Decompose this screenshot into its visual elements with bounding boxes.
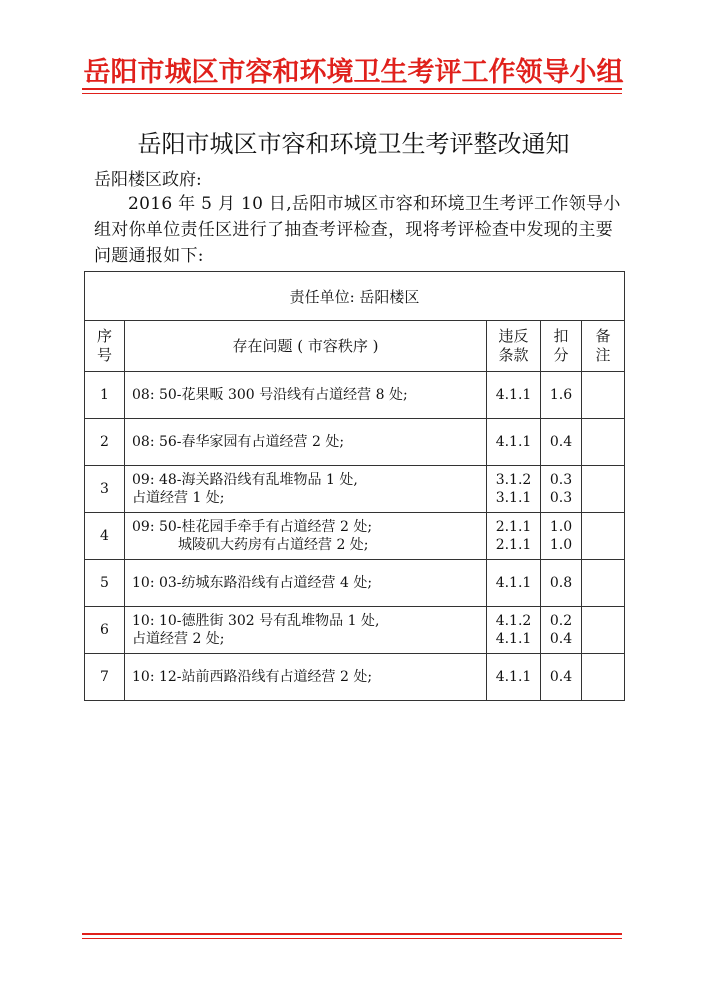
deduct-value: 0.4 [549,669,573,685]
row-issue [125,560,487,607]
col-header-deduct [541,321,582,372]
row-deduct [541,419,582,466]
issue-line: 08: 50-花果畈 300 号沿线有占道经营 8 处; [132,387,408,403]
issue-line: 10: 10-德胜街 302 号有乱堆物品 1 处, [132,613,380,629]
col-header-no-l1: 序 [96,327,112,345]
clause-value: 4.1.1 [495,631,532,647]
table-row [85,654,625,701]
row-remark [582,466,625,513]
col-header-no-l2: 号 [96,346,112,364]
clause-value: 3.1.2 [495,472,532,488]
header-rule-thin [82,93,622,94]
issues-table [84,271,625,701]
issue-line: 城陵矶大药房有占道经营 2 处; [178,537,369,553]
deduct-value: 1.0 [549,537,573,553]
row-no: 4 [85,513,125,560]
col-header-issue: 存在问题 ( 市容秩序 ) [125,321,487,372]
row-clause [487,372,541,419]
row-issue [125,372,487,419]
row-issue [125,654,487,701]
clause-value: 2.1.1 [495,537,532,553]
issue-line: 占道经营 1 处; [132,490,225,506]
table-row [85,466,625,513]
deduct-value: 0.2 [549,613,573,629]
col-header-remark-l1: 备 [595,327,611,345]
row-issue [125,513,487,560]
notice-body: 2016 年 5 月 10 日,岳阳市城区市容和环境卫生考评工作领导小组对你单位责任区进行了抽查考评检查，现将考评检查中发现的主要问题通报如下: [94,194,621,266]
row-no: 3 [85,466,125,513]
row-no: 2 [85,419,125,466]
row-deduct [541,513,582,560]
issue-line: 09: 48-海关路沿线有乱堆物品 1 处, [132,472,358,488]
row-deduct [541,466,582,513]
row-issue [125,419,487,466]
row-deduct [541,372,582,419]
header-row [85,321,625,372]
deduct-value: 0.4 [549,631,573,647]
col-header-deduct-l2: 分 [553,346,569,364]
row-no: 7 [85,654,125,701]
issue-line: 10: 12-站前西路沿线有占道经营 2 处; [132,669,373,685]
org-header-title: 岳阳市城区市容和环境卫生考评工作领导小组 [83,57,624,88]
issue-line: 占道经营 2 处; [132,631,225,647]
deduct-value: 0.8 [549,575,573,591]
col-header-no [85,321,125,372]
addressee: 岳阳楼区政府: [94,170,202,190]
issue-line: 08: 56-春华家园有占道经营 2 处; [132,434,345,450]
issue-line: 09: 50-桂花园手牵手有占道经营 2 处; [132,519,373,535]
clause-value: 3.1.1 [495,490,532,506]
deduct-value: 0.3 [549,472,573,488]
row-clause [487,466,541,513]
deduct-value: 0.4 [549,434,573,450]
col-header-deduct-l1: 扣 [553,327,569,345]
row-clause [487,607,541,654]
row-no: 1 [85,372,125,419]
row-remark [582,560,625,607]
col-header-remark-l2: 注 [595,346,611,364]
unit-row [85,272,625,321]
table-row [85,419,625,466]
notice-title: 岳阳市城区市容和环境卫生考评整改通知 [137,130,570,158]
row-remark [582,513,625,560]
responsible-unit: 责任单位: 岳阳楼区 [85,272,625,321]
row-clause [487,513,541,560]
row-clause [487,419,541,466]
row-clause [487,560,541,607]
table-row [85,607,625,654]
deduct-value: 1.6 [549,387,573,403]
row-clause [487,654,541,701]
row-remark [582,654,625,701]
clause-value: 4.1.1 [495,575,532,591]
table-row [85,560,625,607]
row-deduct [541,654,582,701]
clause-value: 4.1.2 [495,613,532,629]
row-deduct [541,560,582,607]
clause-value: 4.1.1 [495,387,532,403]
clause-value: 2.1.1 [495,519,532,535]
col-header-remark [582,321,625,372]
col-header-clause-l1: 违反 [498,327,529,345]
row-remark [582,419,625,466]
row-no: 6 [85,607,125,654]
footer-rule-thin [82,938,622,939]
row-remark [582,607,625,654]
table-row [85,513,625,560]
row-remark [582,372,625,419]
clause-value: 4.1.1 [495,669,532,685]
col-header-clause-l2: 条款 [498,346,529,364]
deduct-value: 0.3 [549,490,573,506]
col-header-clause [487,321,541,372]
table-row [85,372,625,419]
deduct-value: 1.0 [549,519,573,535]
footer-rule-thick [82,933,622,935]
header-rule-thick [82,88,622,90]
row-deduct [541,607,582,654]
row-no: 5 [85,560,125,607]
row-issue [125,466,487,513]
clause-value: 4.1.1 [495,434,532,450]
row-issue [125,607,487,654]
issue-line: 10: 03-纺城东路沿线有占道经营 4 处; [132,575,373,591]
